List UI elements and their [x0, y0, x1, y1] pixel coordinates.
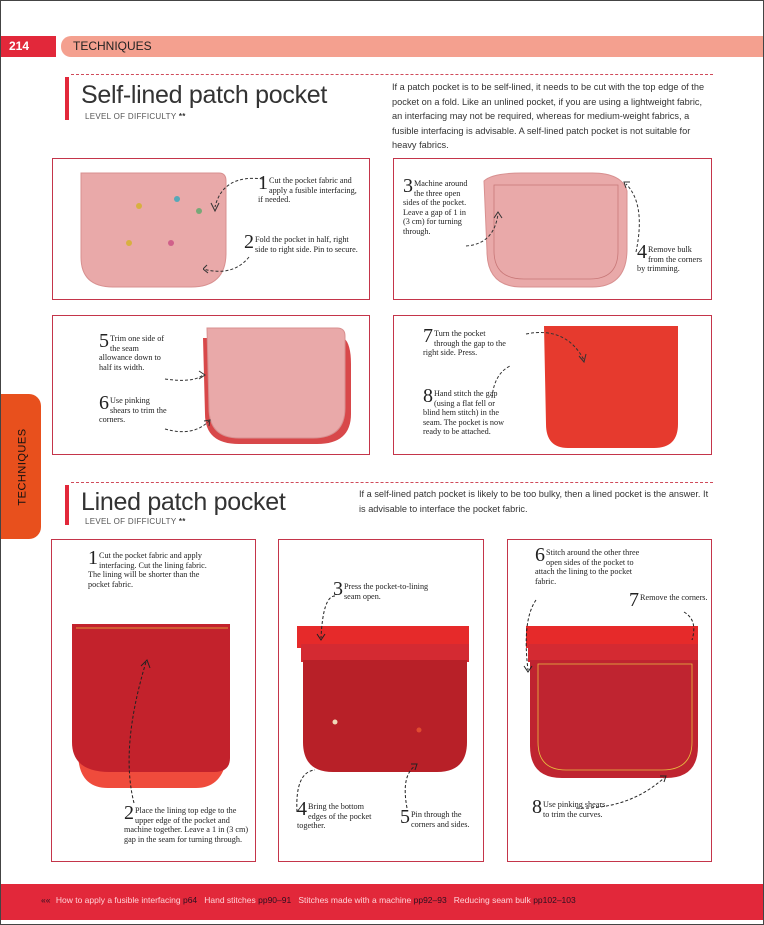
- pocket-pink-pinned-image: [79, 171, 227, 289]
- heading-bar: [65, 77, 69, 120]
- heading-bar: [65, 485, 69, 525]
- pocket-lining-image: [70, 622, 234, 792]
- step-6: 6 Stitch around the other three open sides of the pocket to attach the lining to the pocket fabric.: [535, 544, 640, 586]
- step-7: 7 Remove the corners.: [629, 589, 708, 611]
- lined-step-panel-3-5: [278, 539, 484, 862]
- section-heading: Self-lined patch pocket: [81, 81, 328, 109]
- lined-step-panel-1-2: [51, 539, 256, 862]
- footer-link[interactable]: Hand stitches pp90–91: [204, 895, 292, 905]
- intro-text: If a patch pocket is to be self-lined, it needs to be cut with the top edge of the pocket on a fold. Like an unlined pocket, if you are using a lightweight fabric, an interfacing may not be required, whereas for medium-weight fabrics, a fusible interfacing is advisable. A self-lined patch pocket is not suitable for heavy fabrics.: [392, 82, 705, 150]
- step-8: 8 Hand stitch the gap (using a flat fell or blind hem stitch) in the seam. The pocket is now ready to be attached.: [423, 385, 505, 437]
- cross-references: [41, 895, 576, 905]
- section-title: TECHNIQUES: [73, 39, 152, 53]
- pocket-lining-stitched-image: [522, 622, 702, 784]
- step-5: 5 Pin through the corners and sides.: [400, 806, 470, 829]
- lined-step-panel-6-8: [507, 539, 712, 862]
- side-tab-label: TECHNIQUES: [17, 427, 29, 506]
- pocket-lining-pinned-image: [293, 622, 473, 782]
- footer-link[interactable]: Stitches made with a machine pp92–93: [298, 895, 447, 905]
- footer-link[interactable]: Reducing seam bulk pp102–103: [453, 895, 576, 905]
- pocket-turned-red-image: [542, 324, 682, 448]
- intro-text: If a self-lined patch pocket is likely to be too bulky, then a lined pocket is the answer. It is advisable to interface the pocket fabric.: [359, 489, 709, 514]
- step-panel-7-8: [393, 315, 712, 455]
- difficulty-level: LEVEL OF DIFFICULTY **: [85, 112, 186, 121]
- section-heading: Lined patch pocket: [81, 488, 286, 516]
- step-3: 3 Machine around the three open sides of the pocket. Leave a gap of 1 in (3 cm) for turning through.: [403, 175, 468, 236]
- step-panel-1-2: [52, 158, 370, 300]
- double-chevron-left-icon: ««: [41, 895, 51, 905]
- footer-link[interactable]: How to apply a fusible interfacing p64: [55, 895, 198, 905]
- step-2: 2 Place the lining top edge to the upper edge of the pocket and machine together. Leave a 1 in (3 cm) gap in the seam for turning through.: [124, 802, 249, 844]
- step-4: 4 Remove bulk from the corners by trimming.: [637, 241, 703, 274]
- pocket-trimmed-image: [199, 324, 354, 448]
- step-1: 1 Cut the pocket fabric and apply a fusible interfacing, if needed.: [258, 172, 357, 205]
- step-5: 5 Trim one side of the seam allowance down to half its width.: [99, 330, 165, 372]
- divider: [71, 482, 713, 483]
- step-6: 6 Use pinking shears to trim the corners.: [99, 392, 167, 425]
- step-3: 3 Press the pocket-to-lining seam open.: [333, 578, 429, 601]
- step-2: 2 Fold the pocket in half, right side to right side. Pin to secure.: [244, 231, 358, 254]
- step-panel-5-6: [52, 315, 370, 455]
- step-1: 1 Cut the pocket fabric and apply interfacing. Cut the lining fabric. The lining will be shorter than the pocket fabric.: [88, 547, 207, 589]
- section-header: [61, 36, 764, 57]
- divider: [71, 74, 713, 75]
- difficulty-level: LEVEL OF DIFFICULTY **: [85, 517, 186, 526]
- step-7: 7 Turn the pocket through the gap to the right side. Press.: [423, 325, 506, 358]
- pocket-pink-stitched-image: [482, 171, 632, 289]
- step-panel-3-4: [393, 158, 712, 300]
- page-number: 214: [1, 36, 56, 57]
- step-8: 8 Use pinking shears to trim the curves.: [532, 796, 606, 819]
- step-4: 4 Bring the bottom edges of the pocket together.: [297, 798, 372, 831]
